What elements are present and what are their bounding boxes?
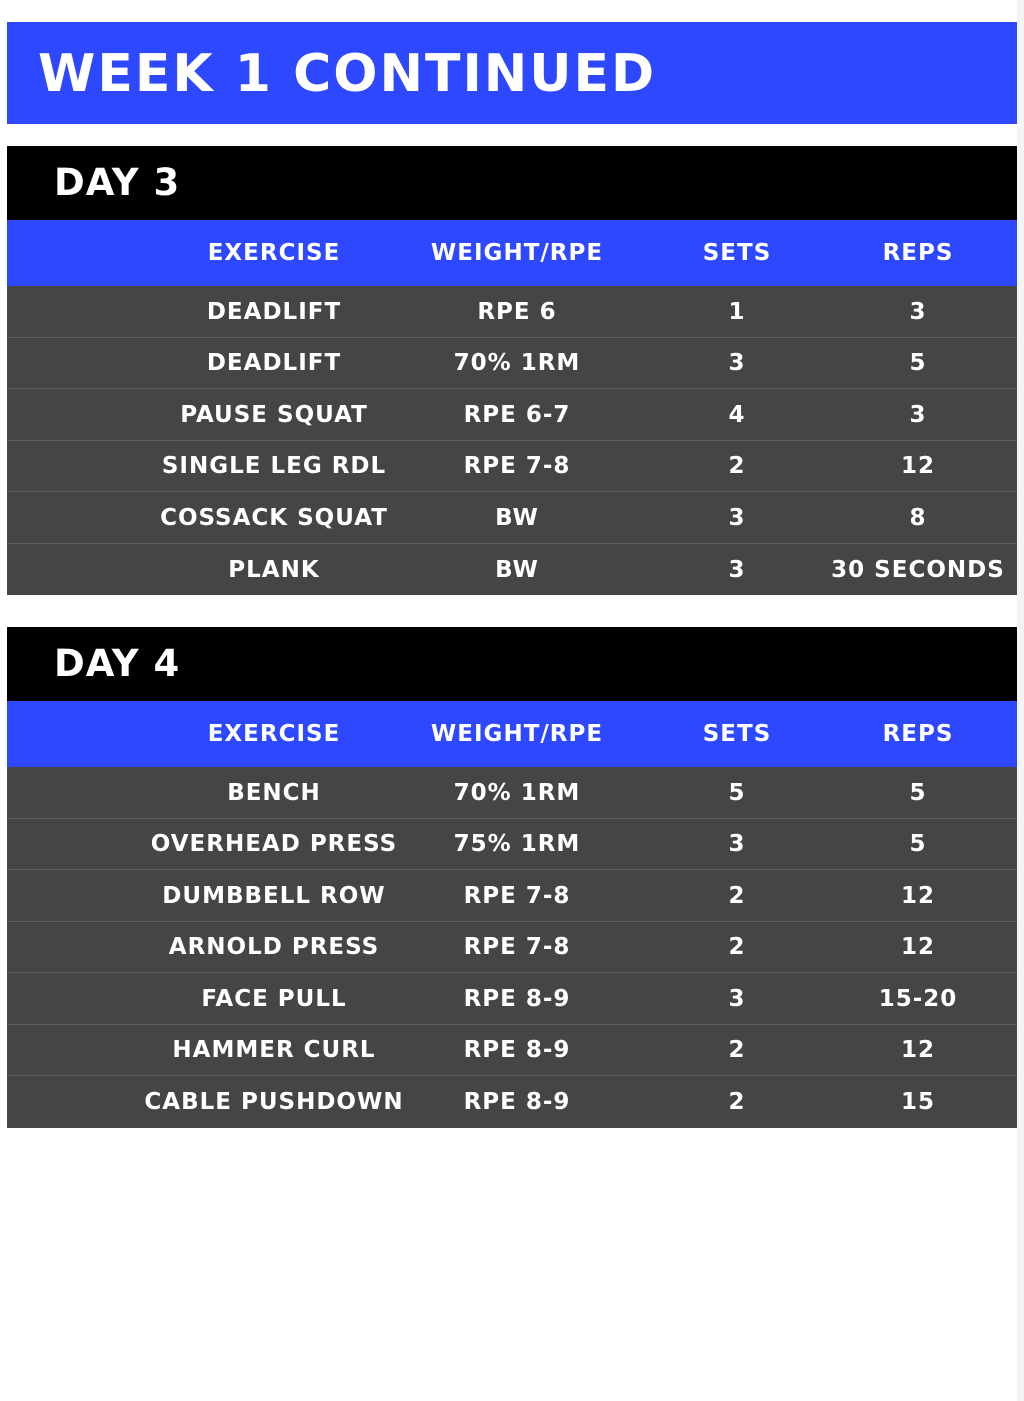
- table-row: [7, 492, 1017, 544]
- weight-cell: RPE 6: [477, 298, 557, 325]
- weight-cell: RPE 7-8: [463, 934, 571, 960]
- table-row: [7, 819, 1017, 870]
- column-header-weight: WEIGHT/RPE: [430, 721, 604, 747]
- exercise-cell: PAUSE SQUAT: [180, 401, 368, 428]
- day-title: DAY 4: [54, 642, 181, 685]
- table-header-row: [7, 220, 1017, 286]
- weight-cell: BW: [495, 556, 539, 583]
- reps-cell: 15: [900, 1089, 935, 1115]
- exercise-cell: COSSACK SQUAT: [160, 504, 388, 531]
- reps-cell: 5: [909, 831, 927, 857]
- table-row: [7, 1025, 1017, 1076]
- table-row: [7, 338, 1017, 389]
- sets-cell: 2: [728, 1037, 746, 1063]
- sets-cell: 2: [728, 1089, 746, 1115]
- column-header-reps: REPS: [882, 240, 954, 266]
- weight-cell: RPE 8-9: [463, 985, 571, 1012]
- weight-cell: RPE 8-9: [463, 1089, 571, 1115]
- day-section: [7, 627, 1017, 1128]
- day-title: DAY 3: [54, 161, 181, 204]
- column-header-weight: WEIGHT/RPE: [430, 240, 604, 266]
- sets-cell: 2: [728, 453, 746, 479]
- reps-cell: 30 SECONDS: [831, 556, 1005, 583]
- weight-cell: RPE 7-8: [463, 882, 571, 909]
- sets-cell: 3: [728, 504, 746, 531]
- exercise-cell: DEADLIFT: [206, 350, 342, 376]
- page-edge-strip: [1017, 0, 1024, 1401]
- sets-cell: 2: [728, 882, 746, 909]
- sets-cell: 3: [728, 831, 746, 857]
- column-header-sets: SETS: [702, 721, 772, 747]
- table-row: [7, 870, 1017, 922]
- reps-cell: 12: [900, 453, 935, 479]
- exercise-cell: BENCH: [227, 779, 321, 806]
- sets-cell: 3: [728, 556, 746, 583]
- column-header-exercise: EXERCISE: [207, 240, 341, 266]
- weight-cell: 75% 1RM: [453, 831, 581, 857]
- table-row: [7, 441, 1017, 492]
- table-body: [7, 767, 1017, 1128]
- weight-cell: RPE 6-7: [463, 401, 571, 428]
- exercise-cell: PLANK: [228, 556, 320, 583]
- day-header: [7, 146, 1017, 220]
- sets-cell: 3: [728, 985, 746, 1012]
- table-row: [7, 286, 1017, 338]
- page-title: WEEK 1 CONTINUED: [38, 44, 657, 104]
- table-row: [7, 973, 1017, 1025]
- table-row: [7, 389, 1017, 441]
- table-body: [7, 286, 1017, 595]
- reps-cell: 12: [900, 882, 935, 909]
- table-header-row: [7, 701, 1017, 767]
- exercise-cell: SINGLE LEG RDL: [161, 453, 387, 479]
- sets-cell: 2: [728, 934, 746, 960]
- sets-cell: 5: [728, 779, 746, 806]
- title-banner: [7, 22, 1017, 124]
- exercise-cell: ARNOLD PRESS: [168, 934, 380, 960]
- reps-cell: 12: [900, 1037, 935, 1063]
- day-section: [7, 146, 1017, 595]
- column-header-exercise: EXERCISE: [207, 721, 341, 747]
- column-header-sets: SETS: [702, 240, 772, 266]
- table-row: [7, 922, 1017, 973]
- sets-cell: 3: [728, 350, 746, 376]
- exercise-cell: DEADLIFT: [206, 298, 342, 325]
- weight-cell: BW: [495, 504, 539, 531]
- reps-cell: 12: [900, 934, 935, 960]
- reps-cell: 15-20: [878, 985, 958, 1012]
- table-row: [7, 767, 1017, 819]
- reps-cell: 3: [909, 298, 927, 325]
- sets-cell: 1: [728, 298, 746, 325]
- weight-cell: 70% 1RM: [453, 350, 581, 376]
- day-header: [7, 627, 1017, 701]
- reps-cell: 5: [909, 350, 927, 376]
- weight-cell: 70% 1RM: [453, 779, 581, 806]
- exercise-cell: OVERHEAD PRESS: [150, 831, 398, 857]
- exercise-cell: HAMMER CURL: [172, 1037, 376, 1063]
- exercise-cell: FACE PULL: [201, 985, 347, 1012]
- sets-cell: 4: [728, 401, 746, 428]
- weight-cell: RPE 8-9: [463, 1037, 571, 1063]
- reps-cell: 8: [909, 504, 927, 531]
- exercise-cell: CABLE PUSHDOWN: [144, 1089, 404, 1115]
- table-row: [7, 1076, 1017, 1128]
- weight-cell: RPE 7-8: [463, 453, 571, 479]
- reps-cell: 5: [909, 779, 927, 806]
- reps-cell: 3: [909, 401, 927, 428]
- exercise-cell: DUMBBELL ROW: [162, 882, 386, 909]
- column-header-reps: REPS: [882, 721, 954, 747]
- table-row: [7, 544, 1017, 595]
